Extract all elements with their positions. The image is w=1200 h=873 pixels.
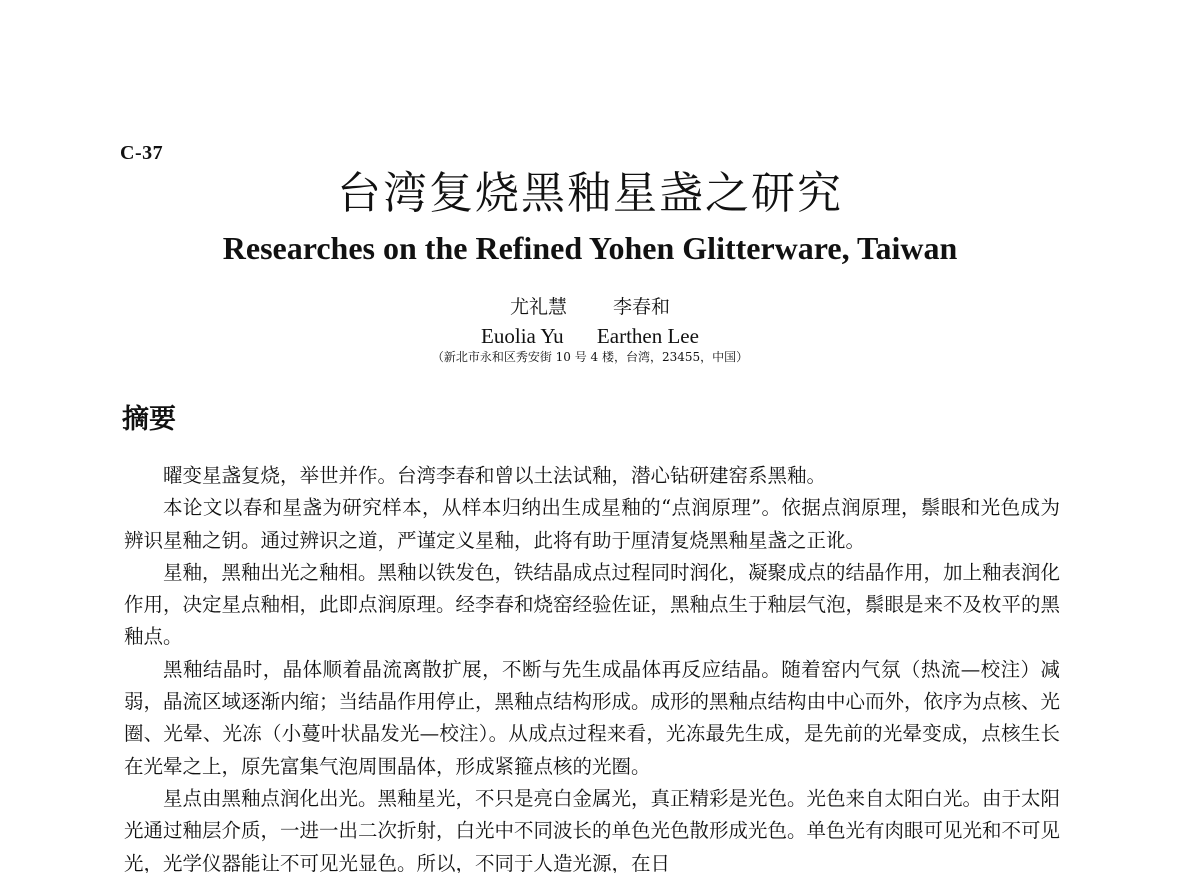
author-name-zh: 尤礼慧 [509, 296, 567, 318]
author-address: （新北市永和区秀安街 10 号 4 楼，台湾，23455，中国） [431, 350, 749, 364]
abstract-paragraph: 曜变星盏复烧，举世并作。台湾李春和曾以土法试釉，潜心钻研建窑系黑釉。 [163, 464, 827, 487]
abstract-paragraph: 本论文以春和星盏为研究样本，从样本归纳出生成星釉的“点润原理”。依据点润原理，鬃眼和光色成为辨识星釉之钥。通过辨识之道，严谨定义星釉，此将有助于厘清复烧黑釉星盏之正讹。 [124, 496, 1060, 552]
authors-chinese [0, 294, 1180, 320]
title-english: Researches on the Refined Yohen Glitterware, Taiwan [222, 230, 958, 266]
author-name-zh: 李春和 [613, 296, 671, 318]
author-name-en: Euolia Yu [481, 324, 564, 348]
authors-english [0, 322, 1180, 350]
abstract-paragraph: 星釉，黑釉出光之釉相。黑釉以铁发色，铁结晶成点过程同时润化，凝聚成点的结晶作用，加上釉表润化作用，决定星点釉相，此即点润原理。经李春和烧窑经验佐证，黑釉点生于釉层气泡，鬃眼是来不及枚平的黑釉点。 [124, 560, 1061, 649]
author-name-en: Earthen Lee [596, 324, 699, 348]
abstract-paragraph: 星点由黑釉点润化出光。黑釉星光，不只是亮白金属光，真正精彩是光色。光色来自太阳白光。由于太阳光通过釉层介质，一进一出二次折射，白光中不同波长的单色光色散形成光色。单色光有肉眼可见光和不可见光，光学仪器能让不可见光显色。所以，不同于人造光源，在日 [124, 786, 1061, 873]
paper-code: C-37 [120, 142, 164, 164]
abstract-heading: 摘要 [122, 404, 176, 435]
abstract-body [124, 460, 1060, 873]
title-chinese: 台湾复烧黑釉星盏之研究 [337, 168, 843, 219]
abstract-paragraph: 黑釉结晶时，晶体顺着晶流离散扩展，不断与先生成晶体再反应结晶。随着窑内气氛（热流—校注）减弱，晶流区域逐渐内缩；当结晶作用停止，黑釉点结构形成。成形的黑釉点结构由中心而外，依序为点核、光圈、光晕、光冻（小蔓叶状晶发光—校注）。从成点过程来看，光冻最先生成，是先前的光晕变成，点核生长在光晕之上，原先富集气泡周围晶体，形成紧箍点核的光圈。 [124, 657, 1061, 778]
